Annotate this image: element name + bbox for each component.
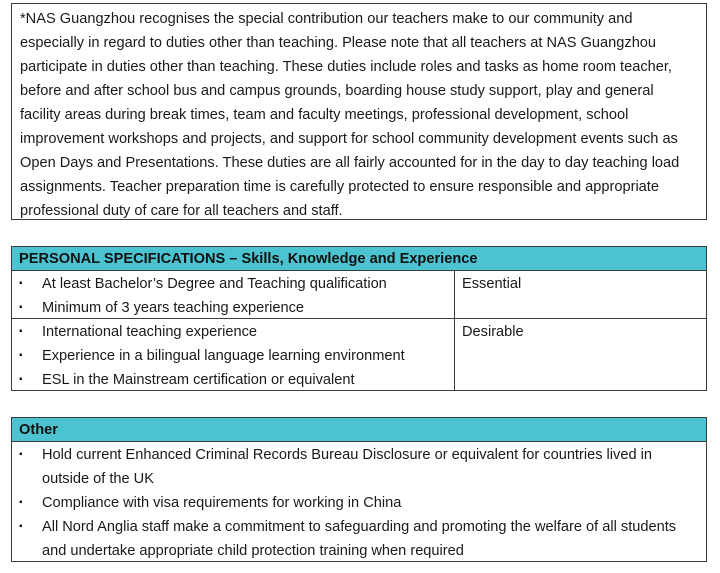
square-bullet-icon: ▪ [19,374,23,385]
spec-row-desirable [12,319,706,390]
list-item-text: Compliance with visa requirements for working in China [42,495,402,511]
list-item-text: ESL in the Mainstream certification or equivalent [42,372,355,388]
square-bullet-icon: ▪ [19,302,23,313]
intro-note [11,3,707,220]
spec-items-cell [12,271,455,318]
list-item-text: International teaching experience [42,324,258,340]
list-item-text: All Nord Anglia staff make a commitment to safeguarding and promoting the welfare of all students and undertake appropriate child protection training when required [42,519,677,559]
list-item [12,272,454,296]
intro-paragraph: *NAS Guangzhou recognises the special contribution our teachers make to our community and especially in regard to duties other than teaching. Please note that all teachers at NAS Guangzhou participate in duties other than teaching. These duties include roles and tasks as home room teacher, before and after school bus and campus grounds, boarding house study support, play and general facility areas during break times, team and faculty meetings, professional development, school improvement workshops and projects, and support for school community development events such as Open Days and Presentations. These duties are all fairly accounted for in the day to day teaching load assignments. Teacher preparation time is carefully protected to ensure responsible and appropriate professional duty of care for all teachers and staff. [20,11,680,219]
spec-category-essential: Essential [462,276,522,292]
square-bullet-icon: ▪ [19,278,23,289]
list-item-text: Minimum of 3 years teaching experience [42,300,305,316]
list-item [12,296,454,320]
other-requirements-table [11,417,707,562]
square-bullet-icon: ▪ [19,350,23,361]
personal-specifications-table [11,246,707,391]
list-item [12,320,454,344]
list-item [12,443,686,491]
list-item [12,344,454,368]
square-bullet-icon: ▪ [19,449,23,460]
personal-specifications-header: PERSONAL SPECIFICATIONS – Skills, Knowledge and Experience [12,247,706,271]
list-item-text: Hold current Enhanced Criminal Records Bureau Disclosure or equivalent for countries lived in outside of the UK [42,447,652,487]
spec-category-desirable: Desirable [462,324,524,340]
square-bullet-icon: ▪ [19,326,23,337]
list-item [12,515,686,563]
list-item [12,491,686,515]
list-item-text: At least Bachelor’s Degree and Teaching qualification [42,276,387,292]
spec-items-cell [12,319,455,390]
other-header: Other [12,418,706,442]
list-item-text: Experience in a bilingual language learning environment [42,348,405,364]
square-bullet-icon: ▪ [19,521,23,532]
spec-row-essential [12,271,706,319]
square-bullet-icon: ▪ [19,497,23,508]
list-item [12,368,454,392]
